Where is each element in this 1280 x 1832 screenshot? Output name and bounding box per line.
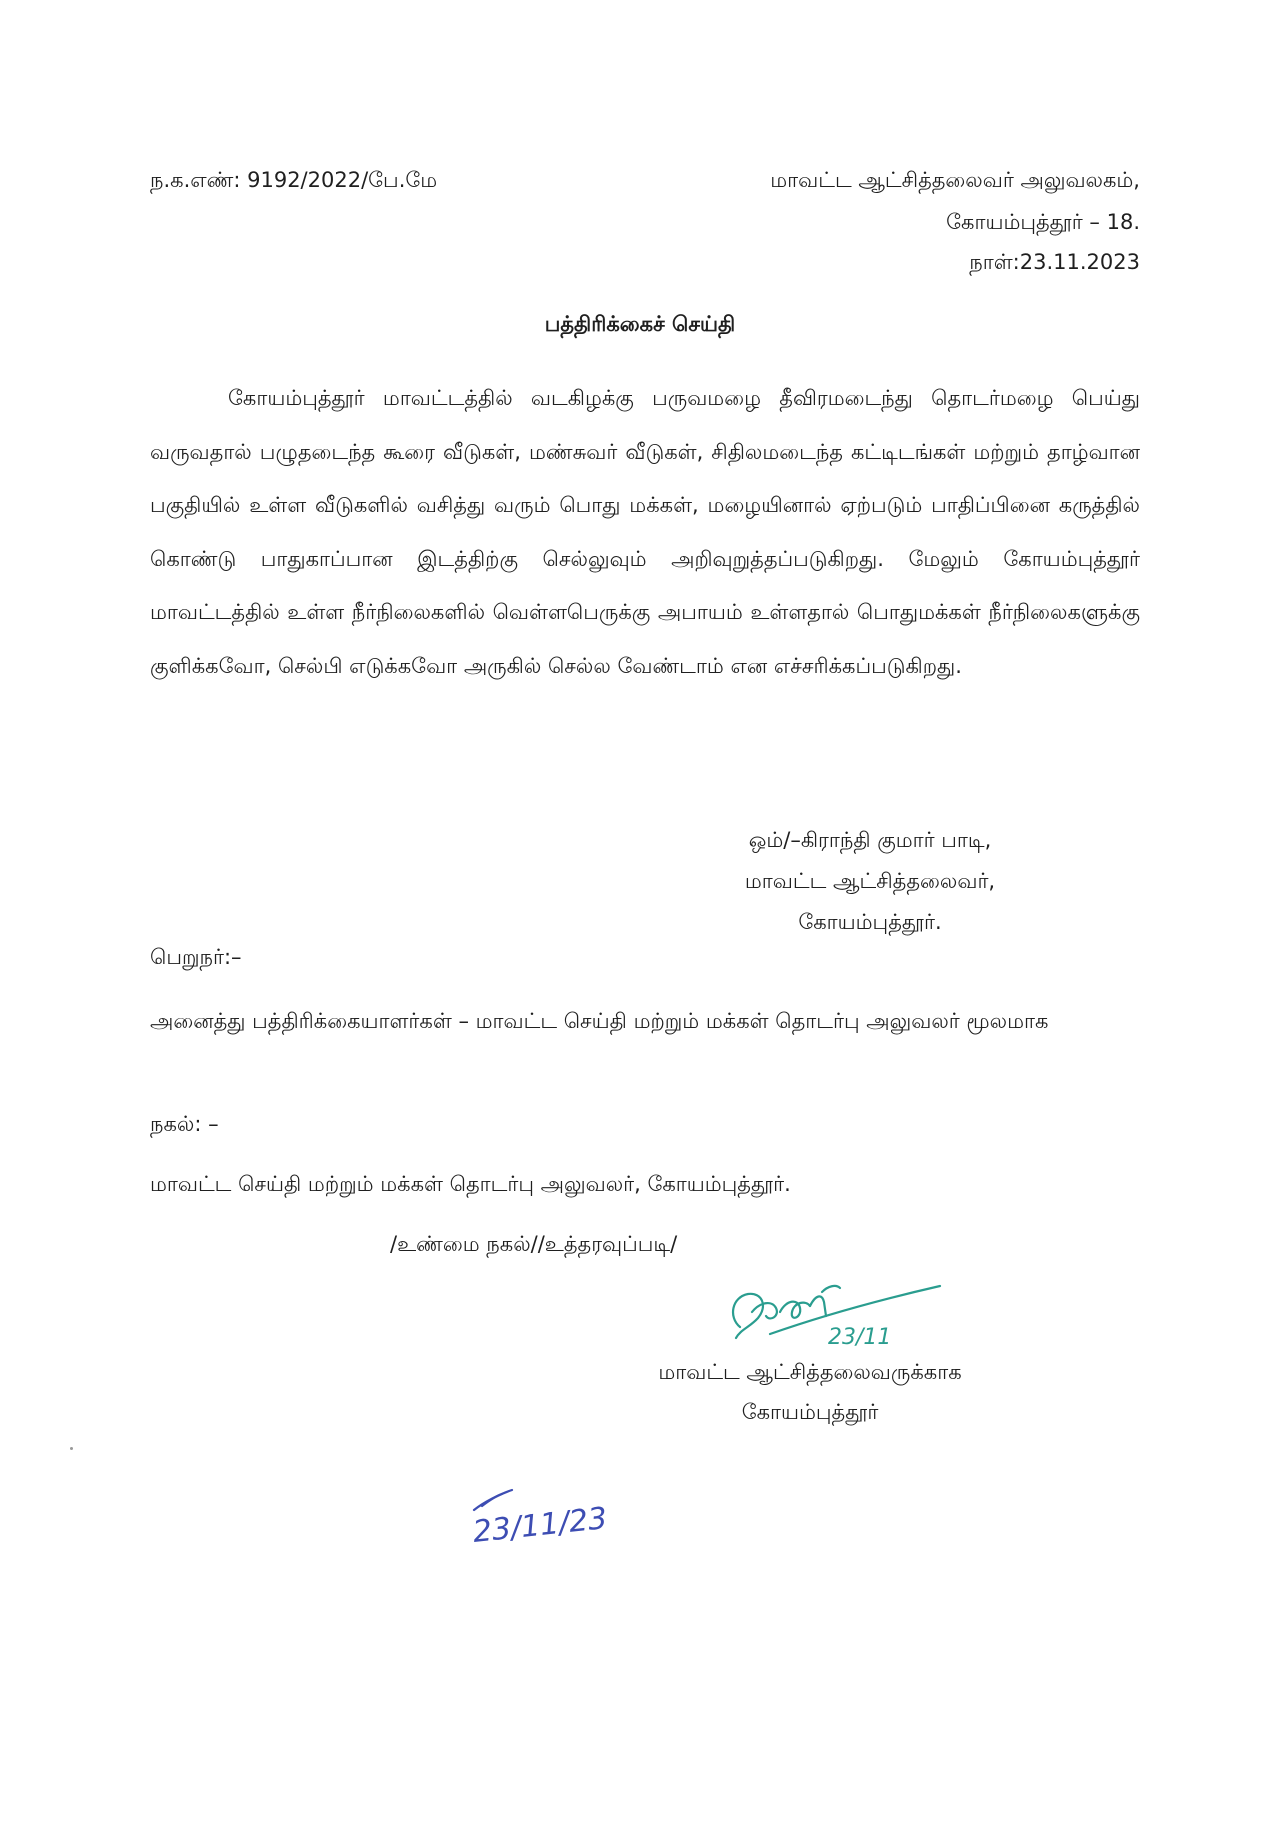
recipients-text: அனைத்து பத்திரிக்கையாளர்கள் – மாவட்ட செய்தி மற்றும் மக்கள் தொடர்பு அலுவலர் மூலமாக <box>150 1009 1049 1033</box>
office-name: மாவட்ட ஆட்சித்தலைவர் அலுவலகம், <box>770 168 1140 192</box>
signatory-place: கோயம்புத்தூர். <box>798 910 942 934</box>
true-copy-text: /உண்மை நகல்//உத்தரவுப்படி/ <box>390 1232 678 1256</box>
recipient-label: பெறுநர்:– <box>150 945 242 969</box>
handwritten-date <box>460 1480 640 1560</box>
handwritten-initial-date: 23/11 <box>828 1325 892 1350</box>
document-title: பத்திரிக்கைச் செய்தி <box>544 312 736 336</box>
copy-to-text: மாவட்ட செய்தி மற்றும் மக்கள் தொடர்பு அலுவலர், கோயம்புத்தூர். <box>150 1172 791 1196</box>
handwritten-date-text: 23/11/23 <box>471 1501 609 1550</box>
office-signature-line2: கோயம்புத்தூர் <box>741 1400 879 1424</box>
issue-date: நாள்:23.11.2023 <box>969 250 1140 274</box>
scan-speck <box>70 1447 73 1450</box>
office-signature-line1: மாவட்ட ஆட்சித்தலைவருக்காக <box>658 1360 962 1384</box>
office-city: கோயம்புத்தூர் – 18. <box>946 210 1140 234</box>
office-signature-block <box>600 1352 1020 1432</box>
signatory-designation: மாவட்ட ஆட்சித்தலைவர், <box>744 869 996 893</box>
reference-number: ந.க.எண்: 9192/2022/பே.மே <box>150 168 438 192</box>
collector-signature-block <box>700 820 1040 943</box>
handwritten-signature <box>710 1272 950 1362</box>
copy-label: நகல்: – <box>150 1112 219 1136</box>
signatory-name: ஒம்/–கிராந்தி குமார் பாடி, <box>748 828 992 852</box>
press-release-body: கோயம்புத்தூர் மாவட்டத்தில் வடகிழக்கு பருவமழை தீவிரமடைந்து தொடர்மழை பெய்து வருவதால் பழுதடைந்த கூரை வீடுகள், மண்சுவர் வீடுகள், சிதிலமடைந்த கட்டிடங்கள் மற்றும் தாழ்வான பகுதியில் உள்ள வீடுகளில் வசித்து வரும் பொது மக்கள், மழையினால் ஏற்படும் பாதிப்பினை கருத்தில் கொண்டு பாதுகாப்பான இடத்திற்கு செல்லுவும் அறிவுறுத்தப்படுகிறது. மேலும் கோயம்புத்தூர் மாவட்டத்தில் உள்ள நீர்நிலைகளில் வெள்ளபெருக்கு அபாயம் உள்ளதால் பொதுமக்கள் நீர்நிலைகளுக்கு குளிக்கவோ, செல்பி எடுக்கவோ அருகில் செல்ல வேண்டாம் என எச்சரிக்கப்படுகிறது. <box>150 386 1140 678</box>
